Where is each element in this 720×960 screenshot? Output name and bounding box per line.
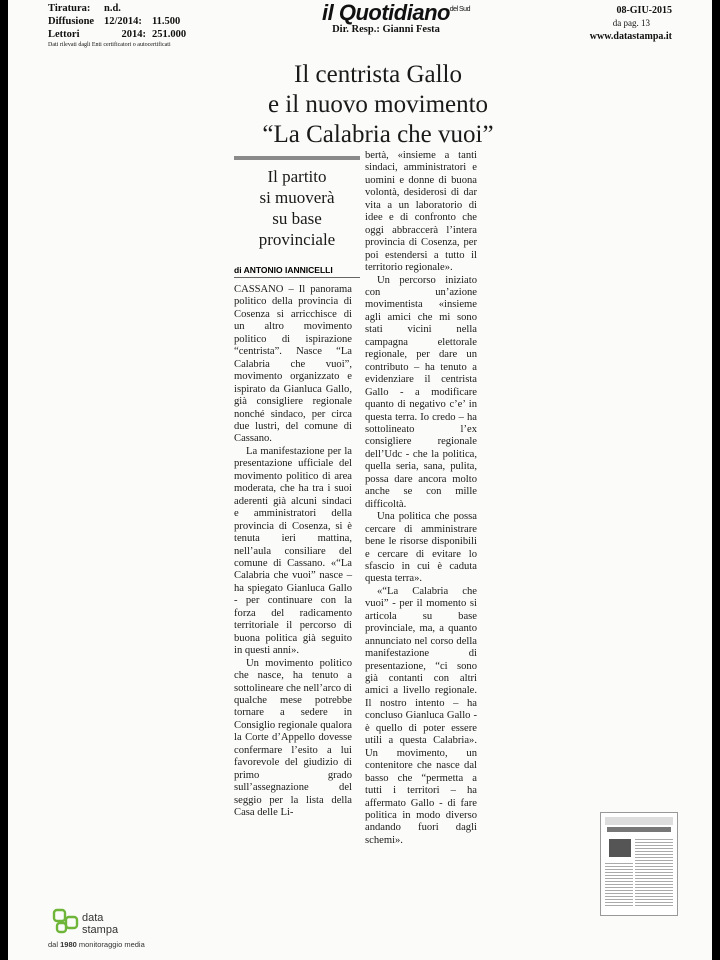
brand-tagline	[48, 940, 145, 949]
brand-line: stampa	[82, 924, 119, 936]
thumbnail-title	[607, 827, 671, 832]
thumbnail-header	[605, 817, 673, 825]
tiratura-value: n.d.	[104, 3, 121, 14]
thumbnail-photo	[609, 839, 631, 857]
thumbnail-text	[635, 837, 673, 907]
circulation-info	[48, 2, 186, 49]
lettori-period: 2014:	[121, 29, 146, 40]
datastampa-logo	[48, 906, 178, 954]
article-column-2	[365, 150, 477, 847]
tagline-year: 1980	[60, 940, 77, 949]
source-site: www.datastampa.it	[589, 31, 672, 42]
article-title	[248, 60, 508, 150]
article-subtitle	[234, 156, 360, 250]
tagline-prefix: dal	[48, 940, 59, 949]
tiratura-label: Tiratura:	[48, 3, 91, 14]
paragraph: bertà, «insieme a tanti sindaci, amministratori e uomini e donne di buona volontà, desiderosi di dar vita a un laboratorio di idee e di confronto che oggi abbraccerà l’intera provincia di Cosenza, per poi estendersi a tutto il territorio regionale».	[365, 150, 477, 274]
director-line: Dir. Resp.: Gianni Festa	[332, 24, 440, 35]
issue-info	[590, 4, 672, 43]
paragraph: «“La Calabria che vuoi” - per il momento si articola su base provinciale, ma, a quanto annunciato nel corso della manifestazione di presentazione, “ci sono già contanti con altri amici a livello regionale. Il nostro intento – ha concluso Gianluca Gallo - è quello di poter essere utili a questa Calabria». Un movimento, un contenitore che nasce dal basso che “permetta a tutti i territori – ha affermato Gallo - di fare politica in modo diverso andando fuori dagli schemi».	[365, 585, 477, 846]
subtitle-rule	[234, 156, 360, 160]
paragraph: Una politica che possa cercare di amministrare bene le risorse disponibili e cercare di evitare lo sfascio in cui è caduta questa terra».	[365, 511, 477, 585]
page-thumbnail	[600, 812, 678, 916]
title-line: e il nuovo movimento	[267, 91, 489, 118]
subtitle-line: provinciale	[258, 230, 336, 249]
title-line: Il centrista Gallo	[294, 61, 462, 88]
issue-date: 08-GIU-2015	[616, 5, 672, 16]
title-line: “La Calabria che vuoi”	[262, 121, 494, 148]
masthead	[291, 0, 481, 35]
subtitle-line: Il partito	[267, 167, 327, 186]
lettori-label: Lettori	[48, 29, 80, 40]
byline: di ANTONIO IANNICELLI	[234, 265, 360, 278]
tagline-suffix: monitoraggio media	[78, 940, 145, 949]
paragraph: La manifestazione per la presentazione ufficiale del movimento politico di area moderata, che ha tra i suoi aderenti già alcuni sindaci e amministratori della provincia di Cosenza, si è tenuta ieri mattina, nell’aula consiliare del comune di Cassano. «“La Calabria che vuoi” nasce – ha spiegato Gianluca Gallo - per continuare con la forza del radicamento territoriale il percorso di buona politica già seguito in questi anni».	[234, 445, 352, 657]
page-reference: da pag. 13	[612, 18, 650, 28]
lettori-value: 251.000	[152, 29, 187, 40]
subtitle-line: si muoverà	[259, 188, 335, 207]
subtitle-line: su base	[272, 209, 322, 228]
certification-note: Dati rilevati dagli Enti certificatori o autocertificati	[48, 42, 171, 48]
paragraph: Un percorso iniziato con un’azione movimentista «insieme agli amici che mi sono stati vicini nella campagna elettorale regionale, per dare un contributo – ha tenuto a evidenziare il centrista Gallo - a modificare quanto di negativo c’e’ in questa terra. Io credo – ha sottolineato l’ex consigliere regionale dell’Udc - che la politica, quella seria, sana, pulita, possa dare ancora molto anche se con mille difficoltà.	[365, 274, 477, 510]
thumbnail-text	[605, 861, 633, 907]
logo-subtitle: del Sud	[449, 6, 470, 13]
paragraph: Un movimento politico che nasce, ha tenuto a sottolineare che nell’arco di qualche mese potrebbe tornare a sedere in Consiglio regionale qualora la Corte d’Appello dovesse confermare l’esito a lui favorevole del giudizio di primo grado sull’assegnazione del seggio per la lista della Casa delle Li-	[234, 657, 352, 819]
brand-line: data	[82, 912, 104, 924]
article-column-1	[234, 284, 352, 819]
logo-text: il Quotidiano	[322, 0, 450, 25]
paragraph: CASSANO – Il panorama politico della provincia di Cosenza si arricchisce di un altro movimento politico di ispirazione “centrista”. Nasce “La Calabria che vuoi”, movimento organizzato e ispirato da Gianluca Gallo, già consigliere regionale nonché sindaco, per circa due lustri, del comune di Cassano.	[234, 284, 352, 445]
brand-name	[82, 912, 118, 936]
newspaper-logo	[322, 0, 470, 26]
diffusione-period: 12/2014:	[104, 16, 142, 27]
datastampa-icon	[52, 908, 80, 936]
diffusione-label: Diffusione	[48, 16, 95, 27]
clipping-page	[8, 0, 712, 960]
diffusione-value: 11.500	[152, 16, 181, 27]
